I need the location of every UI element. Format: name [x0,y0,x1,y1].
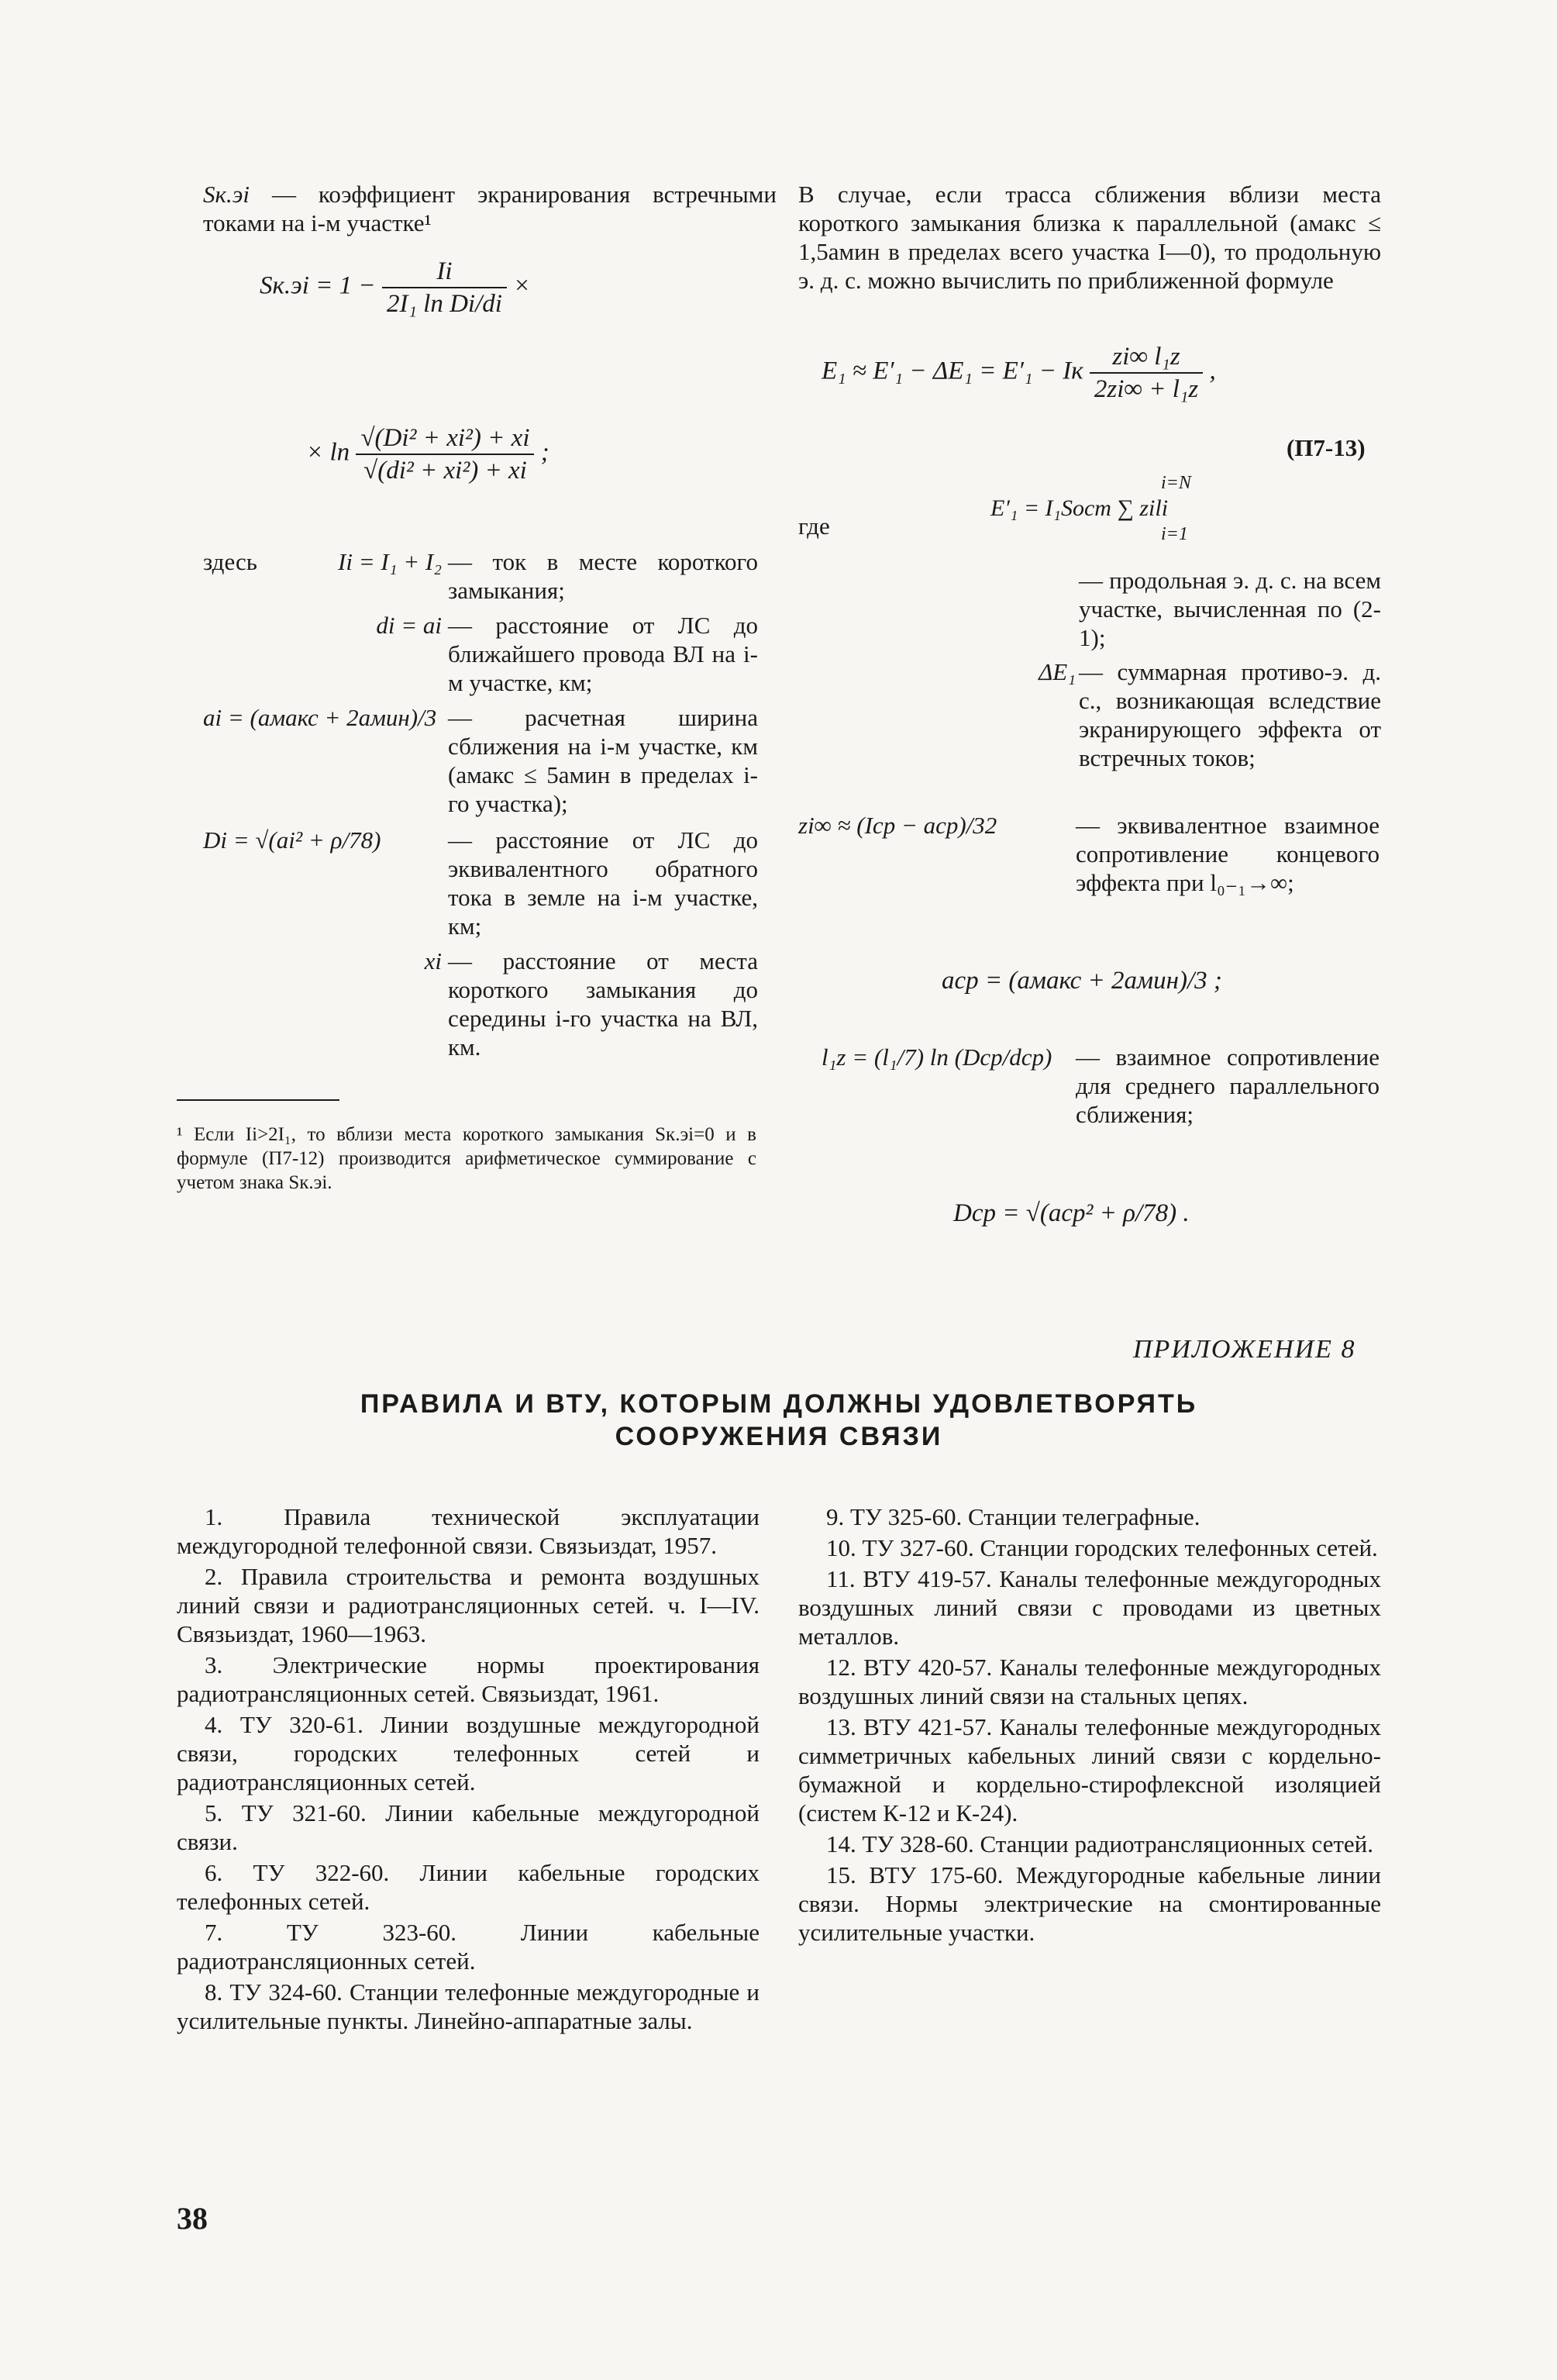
def-row [203,826,777,940]
list-item: 8. ТУ 324-60. Станции телефонные междугородные и усилительные пункты. Линейно-аппаратные залы. [177,1978,760,2034]
list-item: 2. Правила строительства и ремонта воздушных линий связи и радиотрансляционных сетей. ч. I—IV. Связьиздат, 1960—1963. [177,1563,760,1647]
list-item: 7. ТУ 323-60. Линии кабельные радиотрансляционных сетей. [177,1919,760,1975]
def-row [203,947,777,1061]
e1prime-lhs: E′₁ = I₁Sост ∑ zili [990,495,1169,521]
list-item: 1. Правила технической эксплуатации междугородной телефонной связи. Связьиздат, 1957. [177,1503,760,1559]
l1z-lhs: l₁z = (l₁/7) ln (Dср/dср) [822,1043,1052,1071]
formula-e1-lhs: E₁ ≈ E′₁ − ΔE₁ = E′₁ − Iк [822,357,1083,385]
formula-sk-tail: × [513,271,531,300]
right-intro-paragraph: В случае, если трасса сближения вблизи места короткого замыкания близка к параллельной (aмакс ≤ 1,5aмин в пределах всего участка I—0), то продольную э. д. с. можно вычислить по приближенной формуле [798,181,1381,294]
formula-sk-fraction [382,256,507,319]
formula-dcp: Dср = √(aср² + ρ/78) . [953,1199,1190,1227]
def-rhs: — расстояние от ЛС до эквивалентного обратного тока в земле на i-м участке, км; [448,826,758,940]
formula-e1-num: zi∞ l₁z [1090,341,1203,374]
formula-sk-num: Ii [382,256,507,288]
footnote-rule [177,1099,339,1101]
formula-sk [260,256,530,319]
def-rhs: — расстояние от ЛС до ближайшего провода ВЛ на i-м участке, км; [448,612,758,696]
section-title-line1: ПРАВИЛА И ВТУ, КОТОРЫМ ДОЛЖНЫ УДОВЛЕТВОРЯТЬ [360,1389,1198,1419]
formula-ln-fraction [356,423,534,486]
formula-ln [306,423,549,486]
formula-ln-prefix: × ln [306,438,350,467]
list-item: 11. ВТУ 419-57. Каналы телефонные междугородных воздушных линий связи с проводами из цветных металлов. [798,1565,1381,1650]
formula-acp: aср = (aмакс + 2aмин)/3 ; [942,967,1222,995]
where-word: где [798,512,830,540]
z-inf-definition [798,811,1381,897]
formula-ln-den: √(di² + xi²) + xi [363,457,527,485]
list-item: 6. ТУ 322-60. Линии кабельные городских телефонных сетей. [177,1859,760,1915]
def-row [203,611,777,697]
formula-e1 [822,341,1216,405]
equation-number: (П7-13) [1287,434,1366,461]
footnote: ¹ Если Ii>2I₁, то вблизи места короткого замыкания Sк.эi=0 и в формуле (П7-12) производится арифметическое суммирование с учетом знака Sк.эi. [177,1124,756,1193]
list-item: 5. ТУ 321-60. Линии кабельные междугородной связи. [177,1799,760,1855]
defs-lead: здесь [203,548,257,575]
list-item: 15. ВТУ 175-60. Междугородные кабельные линии связи. Нормы электрические на смонтированные усилительные участки. [798,1861,1381,1946]
sum-bottom-limit: i=1 [1161,524,1188,544]
section-title-line2: СООРУЖЕНИЯ СВЯЗИ [615,1422,943,1451]
intro-symbol: Sк.эi [203,181,250,208]
list-item: 10. ТУ 327-60. Станции городских телефонных сетей. [826,1534,1378,1561]
def-lhs: xi [424,947,442,974]
def-lhs: ai = (aмакс + 2aмин)/3 [203,704,437,731]
appendix-label: ПРИЛОЖЕНИЕ 8 [1133,1335,1356,1364]
def-rhs: — ток в месте короткого замыкания; [448,548,758,604]
formula-ln-end: ; [540,438,549,467]
left-definitions [203,547,777,1061]
e1prime-description: — продольная э. д. с. на всем участке, вычисленная по (2-1); [1079,567,1381,651]
list-item: 9. ТУ 325-60. Станции телеграфные. [826,1503,1200,1530]
def-lhs: Ii = I₁ + I₂ [338,548,442,575]
l1z-definition [822,1043,1381,1129]
delta-e-rhs: — суммарная противо-э. д. с., возникающая вследствие экранирующего эффекта от встречных токов; [1079,658,1381,771]
intro-text: — коэффициент экранирования встречными токами на i-м участке¹ [203,181,777,236]
l1z-rhs: — взаимное сопротивление для среднего параллельного сближения; [1076,1043,1380,1128]
def-lhs: Di = √(ai² + ρ/78) [203,826,381,854]
def-lhs: di = ai [376,612,442,639]
sum-top-limit: i=N [1161,473,1191,493]
formula-e1prime [990,473,1191,544]
formula-e1-fraction [1090,341,1203,405]
intro-paragraph [203,180,777,237]
z-inf-rhs: — эквивалентное взаимное сопротивление концевого эффекта при l₀₋₁→∞; [1076,812,1380,896]
section-title [177,1388,1381,1453]
formula-e1-end: , [1209,357,1216,385]
formula-e1-den: 2zi∞ + l₁z [1094,375,1199,403]
formula-sk-den: 2I₁ ln Di/di [386,290,502,318]
delta-e-definition [990,657,1381,772]
def-row [203,703,777,818]
formula-sk-lhs: Sк.эi = 1 − [260,271,376,300]
list-item: 3. Электрические нормы проектирования радиотрансляционных сетей. Связьиздат, 1961. [177,1651,760,1707]
formula-ln-num: √(Di² + xi²) + xi [356,423,534,455]
standards-list-left [177,1502,760,2037]
delta-e-lhs: ΔE₁ [1039,658,1076,685]
def-rhs: — расстояние от места короткого замыкания до середины i-го участка на ВЛ, км. [448,947,758,1061]
list-item: 14. ТУ 328-60. Станции радиотрансляционных сетей. [826,1830,1373,1857]
list-item: 13. ВТУ 421-57. Каналы телефонные междугородных симметричных кабельных линий связи с кордельно-бумажной и кордельно-стирофлексной изоляцией (систем К-12 и К-24). [798,1713,1381,1826]
z-inf-lhs: zi∞ ≈ (Iср − aср)/32 [798,812,997,839]
page-number: 38 [177,2201,208,2236]
list-item: 4. ТУ 320-61. Линии воздушные междугородной связи, городских телефонных сетей и радиотрансляционных сетей. [177,1711,760,1795]
def-rhs: — расчетная ширина сближения на i-м участке, км (aмакс ≤ 5aмин в пределах i-го участка); [448,704,758,817]
list-item: 12. ВТУ 420-57. Каналы телефонные междугородных воздушных линий связи на стальных цепях. [798,1654,1381,1709]
standards-list-right [798,1502,1381,1949]
def-row [203,547,777,605]
